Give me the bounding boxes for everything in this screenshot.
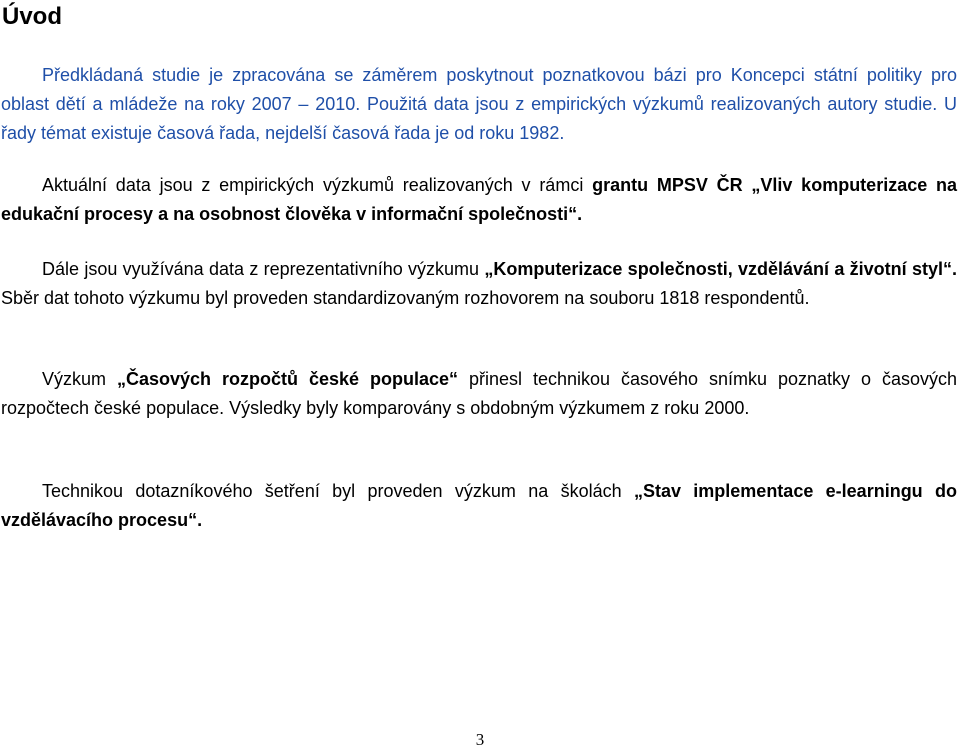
paragraph-elearning	[1, 477, 957, 535]
paragraph-representative-survey-tail: Sběr dat tohoto výzkumu byl proveden standardizovaným rozhovorem na souboru 1818 respondentů.	[1, 288, 810, 308]
paragraph-time-budgets-tail: přinesl technikou časového snímku poznatky o časových rozpočtech české populace. Výsledky byly komparovány s obdobným výzkumem z roku 2000.	[1, 369, 958, 418]
paragraph-representative-survey	[1, 255, 957, 313]
paragraph-intro-text: Předkládaná studie je zpracována se záměrem poskytnout poznatkovou bázi pro Koncepci státní politiky pro oblast dětí a mládeže na roky 2007 – 2010. Použitá data jsou z empirických výzkumů realizovaných autory studie. U řady témat existuje časová řada, nejdelší časová řada je od roku 1982.	[1, 65, 957, 143]
paragraph-elearning-bold: „Stav implementace e-learningu do vzdělávacího procesu“.	[1, 481, 957, 530]
page-number: 3	[475, 730, 485, 749]
paragraph-grant-lead: Aktuální data jsou z empirických výzkumů realizovaných v rámci	[42, 175, 593, 195]
section-heading: Úvod	[2, 3, 62, 30]
paragraph-intro	[1, 61, 957, 148]
paragraph-representative-survey-lead: Dále jsou využívána data z reprezentativního výzkumu	[42, 259, 485, 279]
paragraph-grant	[1, 171, 957, 229]
paragraph-time-budgets	[1, 365, 957, 423]
paragraph-grant-bold: grantu MPSV ČR „Vliv komputerizace na edukační procesy a na osobnost člověka v informační společnosti“.	[1, 175, 957, 224]
paragraph-time-budgets-bold: „Časových rozpočtů české populace“	[116, 369, 458, 389]
paragraph-representative-survey-bold: „Komputerizace společnosti, vzdělávání a životní styl“.	[484, 259, 957, 279]
paragraph-elearning-lead: Technikou dotazníkového šetření byl proveden výzkum na školách	[42, 481, 634, 501]
paragraph-time-budgets-lead: Výzkum	[42, 369, 117, 389]
